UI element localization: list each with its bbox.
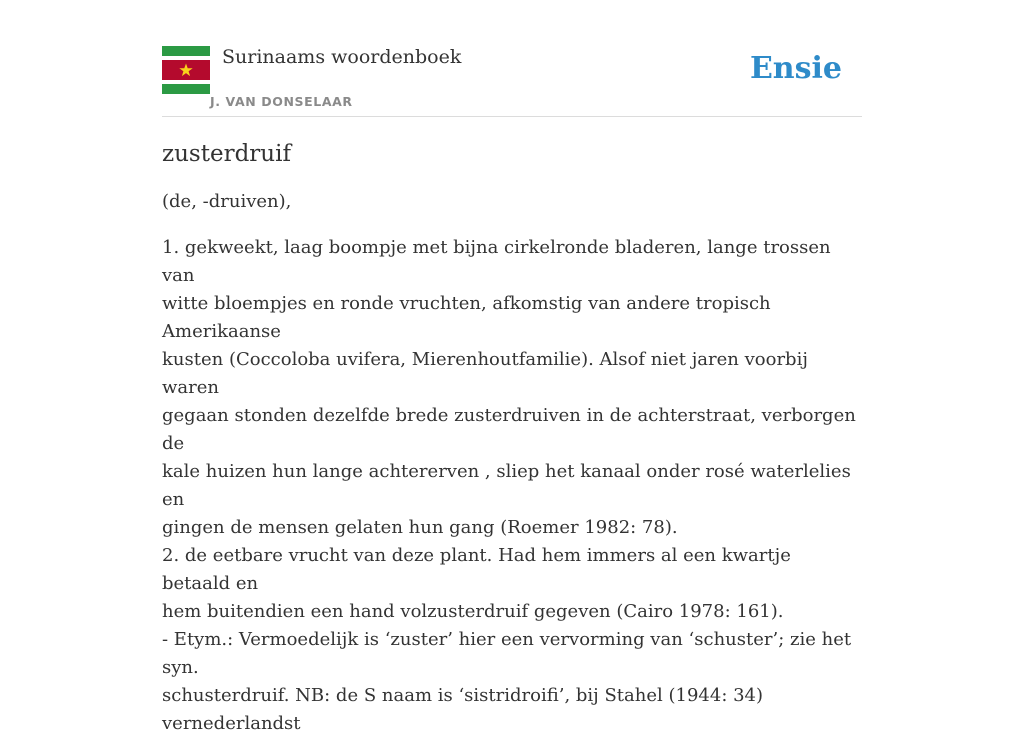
- ensie-logo-link[interactable]: Ensie: [749, 51, 842, 86]
- definition-line: witte bloempjes en ronde vruchten, afkomstig van andere tropisch Amerikaanse: [162, 293, 771, 342]
- definition-line: gegaan stonden dezelfde brede zusterdruiven in de achterstraat, verborgen de: [162, 405, 856, 454]
- dictionary-header: [162, 44, 862, 117]
- definition-line: kusten (Coccoloba uvifera, Mierenhoutfamilie). Alsof niet jaren voorbij waren: [162, 349, 808, 398]
- definition-line: hem buitendien een hand volzusterdruif gegeven (Cairo 1978: 161).: [162, 601, 784, 622]
- entry-definition: [162, 234, 862, 738]
- entry-headword: zusterdruif: [162, 141, 291, 167]
- definition-line: 1. gekweekt, laag boompje met bijna cirkelronde bladeren, lange trossen van: [162, 237, 831, 286]
- entry-grammar: (de, -druiven),: [162, 191, 292, 212]
- dictionary-author[interactable]: J. VAN DONSELAAR: [210, 94, 353, 109]
- entry-content: [162, 138, 862, 738]
- definition-line: 2. de eetbare vrucht van deze plant. Had hem immers al een kwartje betaald en: [162, 545, 791, 594]
- suriname-flag-icon: [162, 46, 210, 94]
- dictionary-title[interactable]: Surinaams woordenboek: [222, 46, 462, 68]
- definition-line: kale huizen hun lange achtererven , sliep het kanaal onder rosé waterlelies en: [162, 461, 851, 510]
- definition-line: - Etym.: Vermoedelijk is ‘zuster’ hier een vervorming van ‘schuster’; zie het syn.: [162, 629, 852, 678]
- definition-line: gingen de mensen gelaten hun gang (Roemer 1982: 78).: [162, 517, 678, 538]
- definition-line: schusterdruif. NB: de S naam is ‘sistridroifi’, bij Stahel (1944: 34) vernederlandst: [162, 685, 764, 734]
